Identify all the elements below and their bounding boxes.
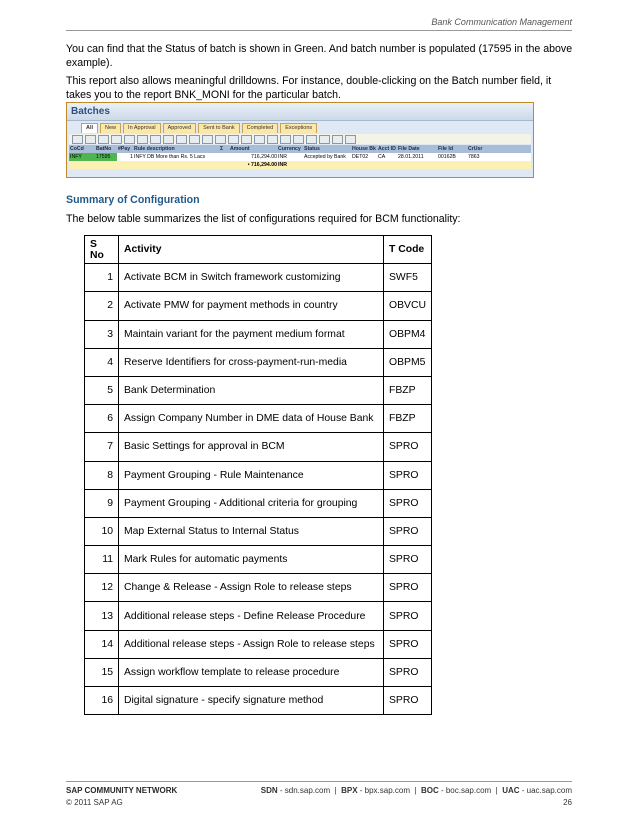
cell-tcode: SPRO xyxy=(384,517,432,545)
toolbar-button[interactable] xyxy=(137,135,148,144)
sap-grid-row[interactable] xyxy=(69,153,531,161)
paragraph-status: You can find that the Status of batch is shown in Green. And batch number is populated (17595 in the above example). xyxy=(66,43,573,69)
toolbar-button[interactable] xyxy=(176,135,187,144)
cell-tcode: SPRO xyxy=(384,461,432,489)
configuration-table xyxy=(84,235,432,715)
cell-tcode: SPRO xyxy=(384,489,432,517)
toolbar-button[interactable] xyxy=(72,135,83,144)
table-row xyxy=(85,630,432,658)
toolbar-button[interactable] xyxy=(293,135,304,144)
cell-sno: 9 xyxy=(85,489,119,517)
cell-sno: 8 xyxy=(85,461,119,489)
table-row xyxy=(85,264,432,292)
cell-house-bank: DET02 xyxy=(352,154,369,160)
toolbar-button[interactable] xyxy=(267,135,278,144)
cell-tcode: OBPM5 xyxy=(384,348,432,376)
cell-acct-id: CA xyxy=(378,154,386,160)
cell-activity: Additional release steps - Assign Role to release steps xyxy=(119,630,384,658)
toolbar-button[interactable] xyxy=(306,135,317,144)
cell-tcode: SPRO xyxy=(384,602,432,630)
cell-tcode: SPRO xyxy=(384,658,432,686)
toolbar-button[interactable] xyxy=(163,135,174,144)
cell-file-date: 28.01.2011 xyxy=(398,154,424,160)
cell-activity: Assign Company Number in DME data of House Bank xyxy=(119,405,384,433)
toolbar-button[interactable] xyxy=(280,135,291,144)
cell-activity: Assign workflow template to release procedure xyxy=(119,658,384,686)
cell-activity: Basic Settings for approval in BCM xyxy=(119,433,384,461)
sap-tab-completed[interactable]: Completed xyxy=(242,123,279,133)
table-row xyxy=(85,376,432,404)
toolbar-button[interactable] xyxy=(319,135,330,144)
footer-network xyxy=(66,786,177,795)
toolbar-button[interactable] xyxy=(189,135,200,144)
toolbar-button[interactable] xyxy=(150,135,161,144)
cell-activity: Digital signature - specify signature method xyxy=(119,687,384,715)
footer-divider xyxy=(66,781,572,782)
paragraph-table-intro: The below table summarizes the list of configurations required for BCM functionality: xyxy=(66,213,461,225)
sap-tab-new[interactable]: New xyxy=(100,123,121,133)
cell-activity: Maintain variant for the payment medium format xyxy=(119,320,384,348)
cell-activity: Bank Determination xyxy=(119,376,384,404)
cell-activity: Activate BCM in Switch framework customizing xyxy=(119,264,384,292)
header-divider xyxy=(66,30,572,31)
sap-toolbar xyxy=(69,134,531,144)
footer-link-uac[interactable]: uac.sap.com xyxy=(526,786,572,795)
table-row xyxy=(85,687,432,715)
table-row xyxy=(85,489,432,517)
table-row xyxy=(85,546,432,574)
cell-cocd: INFY xyxy=(69,153,95,161)
page-number: 26 xyxy=(563,798,572,807)
footer-link-sdn[interactable]: sdn.sap.com xyxy=(284,786,331,795)
cell-currency: INR xyxy=(278,154,287,160)
table-header-row xyxy=(85,236,432,264)
toolbar-button[interactable] xyxy=(228,135,239,144)
col-amount[interactable]: Amount xyxy=(230,146,250,152)
col-cocd[interactable]: CoCd xyxy=(70,146,84,152)
cell-activity: Mark Rules for automatic payments xyxy=(119,546,384,574)
cell-activity: Map External Status to Internal Status xyxy=(119,517,384,545)
cell-tcode: OBVCU xyxy=(384,292,432,320)
toolbar-button[interactable] xyxy=(202,135,213,144)
sap-grid-total-row xyxy=(69,161,531,169)
cell-sno: 5 xyxy=(85,376,119,404)
toolbar-button[interactable] xyxy=(345,135,356,144)
toolbar-button[interactable] xyxy=(111,135,122,144)
sap-grid-header xyxy=(69,145,531,153)
cell-sno: 2 xyxy=(85,292,119,320)
cell-tcode: SWF5 xyxy=(384,264,432,292)
cell-pay-count: 1 xyxy=(130,154,133,160)
sap-tab-strip xyxy=(67,121,533,133)
toolbar-button[interactable] xyxy=(215,135,226,144)
col-file-id[interactable]: File Id xyxy=(438,146,453,152)
cell-sno: 1 xyxy=(85,264,119,292)
footer-link-label: UAC xyxy=(502,786,520,795)
header-title: Bank Communication Management xyxy=(431,17,572,27)
footer-links: SDN - sdn.sap.com | BPX - bpx.sap.com | BOC - boc.sap.com | UAC - uac.sap.com xyxy=(260,786,572,795)
toolbar-button[interactable] xyxy=(241,135,252,144)
table-row xyxy=(85,405,432,433)
header-activity: Activity xyxy=(119,236,384,264)
cell-batno[interactable]: 17595 xyxy=(95,153,117,161)
cell-sno: 6 xyxy=(85,405,119,433)
sap-tab-approved[interactable]: Approved xyxy=(163,123,197,133)
footer-copyright: © 2011 SAP AG xyxy=(66,798,123,807)
col-acct-id[interactable]: Acct ID xyxy=(378,146,396,152)
footer-link-label: BOC xyxy=(420,786,439,795)
col-file-date[interactable]: File Date xyxy=(398,146,420,152)
col-pay-count[interactable]: #Pay xyxy=(118,146,131,152)
cell-activity: Payment Grouping - Additional criteria for grouping xyxy=(119,489,384,517)
table-row xyxy=(85,658,432,686)
section-heading: Summary of Configuration xyxy=(66,194,200,206)
col-currency[interactable]: Currency xyxy=(278,146,301,152)
cell-amount: 716,294.00 xyxy=(251,154,277,160)
cell-sno: 7 xyxy=(85,433,119,461)
col-rule-description[interactable]: Rule description xyxy=(134,146,175,152)
footer-link-label: SDN xyxy=(260,786,278,795)
total-amount: • 716,294.00 xyxy=(247,162,277,168)
paragraph-drilldown: This report also allows meaningful drilldowns. For instance, double-clicking on the Batch number field, it takes you to the report BNK_MONI for the particular batch. xyxy=(66,75,552,101)
cell-tcode: SPRO xyxy=(384,574,432,602)
cell-file-id: 00162B xyxy=(438,154,456,160)
table-row xyxy=(85,461,432,489)
cell-sno: 11 xyxy=(85,546,119,574)
cell-tcode: SPRO xyxy=(384,687,432,715)
cell-sno: 14 xyxy=(85,630,119,658)
cell-sno: 16 xyxy=(85,687,119,715)
table-row xyxy=(85,348,432,376)
total-currency: INR xyxy=(278,162,287,168)
cell-sno: 10 xyxy=(85,517,119,545)
footer-network-label: SAP COMMUNITY NETWORK xyxy=(66,786,178,795)
col-batno[interactable]: BatNo xyxy=(96,146,112,152)
sap-tab-in-approval[interactable]: In Approval xyxy=(123,123,161,133)
cell-tcode: SPRO xyxy=(384,546,432,574)
sap-batches-screenshot xyxy=(66,102,534,178)
cell-tcode: FBZP xyxy=(384,376,432,404)
cell-sno: 13 xyxy=(85,602,119,630)
header-sno: S No xyxy=(85,236,119,264)
footer-link-boc[interactable]: boc.sap.com xyxy=(445,786,492,795)
cell-tcode: SPRO xyxy=(384,630,432,658)
cell-activity: Payment Grouping - Rule Maintenance xyxy=(119,461,384,489)
table-row xyxy=(85,292,432,320)
col-sum[interactable]: Σ xyxy=(220,146,224,152)
col-crusr[interactable]: CrUsr xyxy=(468,146,483,152)
cell-status: Accepted by Bank xyxy=(304,154,346,160)
footer-link-label: BPX xyxy=(341,786,358,795)
header-tcode: T Code xyxy=(384,236,432,264)
sap-tab-sent-to-bank[interactable]: Sent to Bank xyxy=(198,123,240,133)
col-house-bank[interactable]: House Bk xyxy=(352,146,376,152)
cell-sno: 4 xyxy=(85,348,119,376)
footer-link-bpx[interactable]: bpx.sap.com xyxy=(364,786,410,795)
cell-sno: 3 xyxy=(85,320,119,348)
cell-activity: Additional release steps - Define Release Procedure xyxy=(119,602,384,630)
sap-tab-exceptions[interactable]: Exceptions xyxy=(280,123,317,133)
cell-sno: 15 xyxy=(85,658,119,686)
cell-sno: 12 xyxy=(85,574,119,602)
cell-tcode: FBZP xyxy=(384,405,432,433)
cell-activity: Change & Release - Assign Role to release steps xyxy=(119,574,384,602)
table-row xyxy=(85,320,432,348)
cell-crusr: 7863 xyxy=(468,154,480,160)
sap-tab-all[interactable]: All xyxy=(81,123,98,133)
toolbar-button[interactable] xyxy=(254,135,265,144)
toolbar-button[interactable] xyxy=(124,135,135,144)
table-row xyxy=(85,517,432,545)
cell-activity: Activate PMW for payment methods in country xyxy=(119,292,384,320)
cell-rule-description: INFY DB More than Rs. 5 Lacs xyxy=(134,154,206,160)
toolbar-button[interactable] xyxy=(98,135,109,144)
cell-sum xyxy=(219,153,229,161)
toolbar-button[interactable] xyxy=(85,135,96,144)
cell-tcode: SPRO xyxy=(384,433,432,461)
table-row xyxy=(85,433,432,461)
col-status[interactable]: Status xyxy=(304,146,320,152)
table-row xyxy=(85,602,432,630)
table-row xyxy=(85,574,432,602)
sap-window-title: Batches xyxy=(67,103,533,121)
cell-activity: Reserve Identifiers for cross-payment-run-media xyxy=(119,348,384,376)
toolbar-button[interactable] xyxy=(332,135,343,144)
cell-tcode: OBPM4 xyxy=(384,320,432,348)
